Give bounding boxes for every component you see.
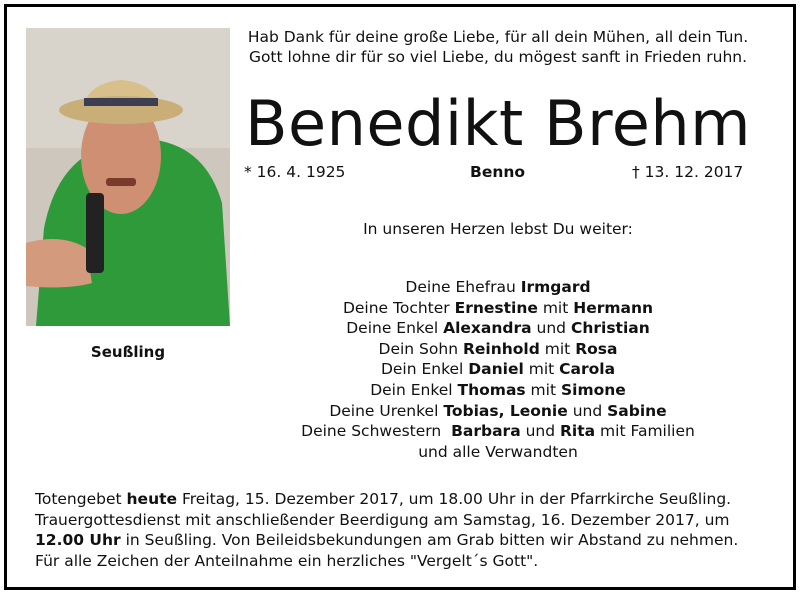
- relative-name: Daniel: [468, 360, 524, 379]
- connector-text: mit: [523, 360, 560, 379]
- memorial-verse: [236, 27, 760, 67]
- notice-line: Trauergottesdienst mit anschließender Beerdigung am Samstag, 16. Dezember 2017, um: [35, 510, 730, 529]
- relative-name: Sabine: [607, 401, 667, 420]
- verse-line: Gott lohne dir für so viel Liebe, du mögest sanft in Frieden ruhn.: [248, 48, 748, 66]
- notice-line: [35, 489, 775, 510]
- relative-name: Ernestine: [454, 298, 538, 317]
- deceased-name: Benedikt Brehm: [244, 87, 752, 160]
- birth-date: * 16. 4. 1925: [244, 163, 346, 181]
- portrait-photo: [26, 28, 230, 326]
- verse-line: Hab Dank für deine große Liebe, für all dein Mühen, all dein Tun.: [247, 28, 749, 46]
- notice-text: Freitag, 15. Dezember 2017, um 18.00 Uhr in der Pfarrkirche Seußling.: [177, 490, 732, 508]
- connector-text: mit: [525, 380, 561, 399]
- notice-emphasis: 12.00 Uhr: [35, 531, 121, 550]
- relation-text: Deine Ehefrau: [405, 278, 521, 296]
- connector-text: und: [520, 422, 560, 441]
- family-line: [236, 380, 760, 401]
- relation-text: Deine Schwestern: [301, 422, 452, 441]
- relative-name: Tobias, Leonie: [443, 401, 568, 420]
- family-line: [236, 401, 760, 422]
- connector-text: und: [531, 319, 571, 338]
- relative-name: Alexandra: [443, 319, 532, 338]
- relative-name: Christian: [570, 319, 650, 338]
- remembrance-intro: In unseren Herzen lebst Du weiter:: [363, 220, 633, 238]
- family-line: [236, 277, 760, 298]
- relation-text: Deine Enkel: [346, 319, 444, 338]
- family-line: [236, 339, 760, 360]
- relation-text: Dein Sohn: [378, 339, 463, 358]
- notice-line: [35, 530, 775, 551]
- relative-name: Reinhold: [462, 339, 540, 358]
- family-line: [236, 318, 760, 339]
- family-line: [236, 298, 760, 319]
- connector-text: mit: [537, 298, 574, 317]
- portrait-photo-icon: [26, 28, 230, 326]
- funeral-notice: [35, 489, 775, 571]
- relative-name: Irmgard: [520, 278, 591, 296]
- notice-emphasis: heute: [126, 490, 178, 508]
- relative-name: Barbara: [451, 422, 521, 441]
- relative-name: Carola: [559, 360, 616, 379]
- relative-name: Rosa: [575, 339, 618, 358]
- connector-text: und: [567, 401, 608, 420]
- relative-name: Thomas: [457, 380, 526, 399]
- connector-text: mit: [539, 339, 576, 358]
- family-line: [236, 421, 760, 442]
- notice-text: Totengebet: [35, 490, 127, 508]
- notice-line: Für alle Zeichen der Anteilnahme ein herzliches "Vergelt´s Gott".: [35, 551, 539, 570]
- nickname: Benno: [470, 163, 526, 181]
- relative-name: Rita: [560, 422, 596, 441]
- place-label: Seußling: [90, 343, 166, 361]
- death-date: † 13. 12. 2017: [632, 163, 744, 181]
- relative-name: Hermann: [573, 298, 654, 317]
- family-line: [236, 359, 760, 380]
- relation-text: Dein Enkel: [380, 360, 469, 379]
- relation-text: Deine Urenkel: [329, 401, 444, 420]
- family-list: [236, 277, 760, 462]
- relation-text: Dein Enkel: [370, 380, 458, 399]
- notice-text: in Seußling. Von Beileidsbekundungen am Grab bitten wir Abstand zu nehmen.: [120, 531, 739, 550]
- family-line: und alle Verwandten: [418, 442, 578, 461]
- connector-text: mit Familien: [595, 422, 695, 441]
- relation-text: Deine Tochter: [342, 298, 455, 317]
- relative-name: Simone: [560, 380, 626, 399]
